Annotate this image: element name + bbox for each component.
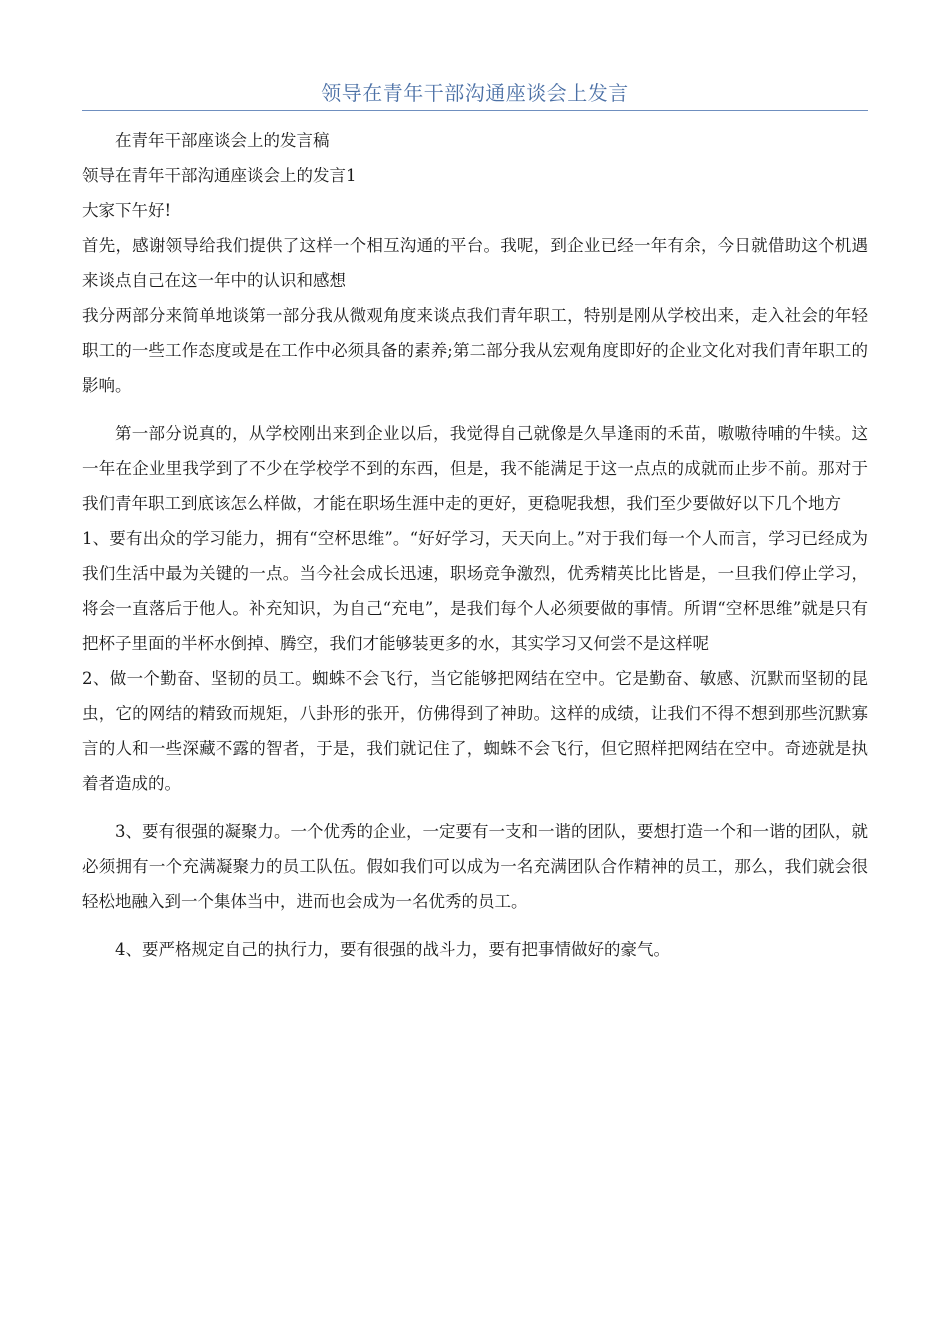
paragraph-point-1: 1、要有出众的学习能力，拥有“空杯思维”。“好好学习，天天向上。”对于我们每一个人而言，学习已经成为我们生活中最为关键的一点。当今社会成长迅速，职场竞争激烈，优秀精英比比皆是，一旦我们停止学习，将会一直落后于他人。补充知识，为自己“充电”，是我们每个人必须要做的事情。所谓“空杯思维”就是只有把杯子里面的半杯水倒掉、腾空，我们才能够装更多的水，其实学习又何尝不是这样呢 — [82, 529, 868, 653]
paragraph-point-2: 2、做一个勤奋、坚韧的员工。蜘蛛不会飞行，当它能够把网结在空中。它是勤奋、敏感、沉默而坚韧的昆虫，它的网结的精致而规矩，八卦形的张开，仿佛得到了神助。这样的成绩，让我们不得不想到那些沉默寡言的人和一些深藏不露的智者，于是，我们就记住了，蜘蛛不会飞行，但它照样把网结在空中。奇迹就是执着者造成的。 — [82, 669, 868, 793]
document-body — [82, 123, 868, 967]
paragraph-part-one: 第一部分说真的，从学校刚出来到企业以后，我觉得自己就像是久旱逢雨的禾苗，嗷嗷待哺的牛犊。这一年在企业里我学到了不少在学校学不到的东西，但是，我不能满足于这一点点的成就而止步不前。那对于我们青年职工到底该怎么样做，才能在职场生涯中走的更好，更稳呢我想，我们至少要做好以下几个地方 — [82, 424, 868, 513]
paragraph-outline: 我分两部分来简单地谈第一部分我从微观角度来谈点我们青年职工，特别是刚从学校出来，走入社会的年轻职工的一些工作态度或是在工作中必须具备的素养;第二部分我从宏观角度即好的企业文化对我们青年职工的影响。 — [82, 306, 868, 395]
paragraph-point-3: 3、要有很强的凝聚力。一个优秀的企业，一定要有一支和一谐的团队，要想打造一个和一谐的团队，就必须拥有一个充满凝聚力的员工队伍。假如我们可以成为一名充满团队合作精神的员工，那么，我们就会很轻松地融入到一个集体当中，进而也会成为一名优秀的员工。 — [82, 822, 868, 911]
document-title: 领导在青年干部沟通座谈会上发言 — [321, 81, 629, 105]
paragraph-speech-title: 在青年干部座谈会上的发言稿 — [115, 131, 330, 150]
paragraph-greeting: 大家下午好! — [82, 201, 172, 220]
header-divider — [82, 110, 868, 111]
paragraph-heading: 领导在青年干部沟通座谈会上的发言1 — [82, 166, 357, 185]
paragraph-point-4: 4、要严格规定自己的执行力，要有很强的战斗力，要有把事情做好的豪气。 — [115, 940, 670, 959]
document-header — [82, 78, 868, 111]
paragraph-intro: 首先，感谢领导给我们提供了这样一个相互沟通的平台。我呢，到企业已经一年有余，今日就借助这个机遇来谈点自己在这一年中的认识和感想 — [82, 236, 868, 290]
